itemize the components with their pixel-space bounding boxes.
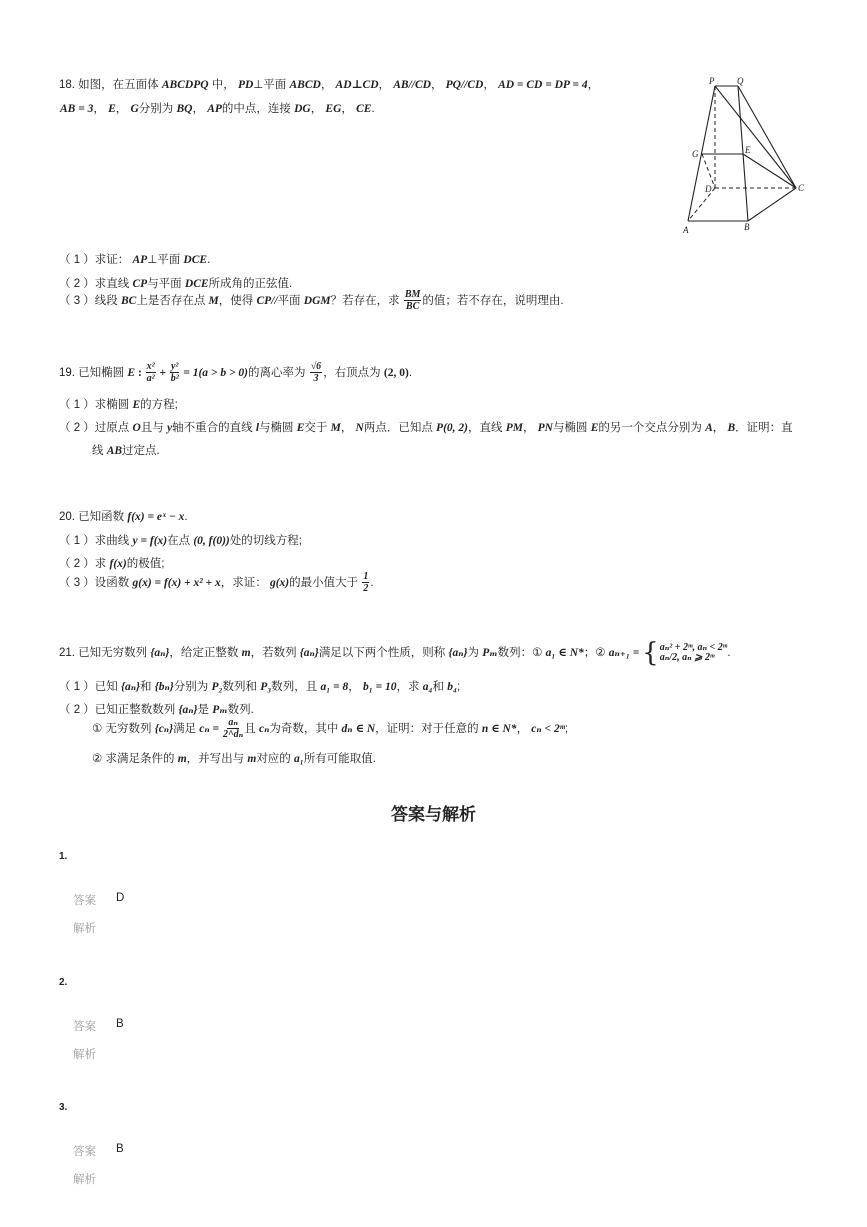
q18-line2: AB = 3， E， G分别为 BQ， AP的中点，连接 DG， EG， CE. bbox=[60, 103, 375, 115]
piecewise-cases: aₙ² + 2ᵐ, aₙ < 2ᵐ aₙ/2, aₙ ⩾ 2ᵐ bbox=[659, 641, 728, 663]
label-D: D bbox=[705, 184, 712, 194]
q20-part3: （ 3 ）设函数 g(x) = f(x) + x² + x，求证： g(x)的最小值大于 $\frac{1}{2}$ . bbox=[59, 571, 374, 594]
answer-2-value: B bbox=[116, 1018, 124, 1030]
edge-EC bbox=[743, 154, 796, 188]
bm-over-bc-fraction: $\frac{BM}{BC}$ bbox=[404, 289, 421, 312]
q18-part1: （ 1 ）求证： AP⊥平面 DCE. bbox=[59, 254, 211, 266]
edge-QC bbox=[738, 86, 796, 188]
label-A: A bbox=[683, 225, 689, 235]
q18-part2: （ 2 ）求直线 CP与平面 DCE所成角的正弦值. bbox=[59, 278, 293, 290]
q19-stem: 19. 已知椭圆 E : $\frac{\text{x²}}{\text{a²}}$ + $\frac{\text{y²}}{\text{b²}}$ = 1(a > b > 0)的离心率为 $\frac{√6}{3}$ ，右顶点为 (2, 0). bbox=[59, 361, 413, 384]
answer-1-value: D bbox=[116, 892, 125, 904]
q19-part2-cont: 线 AB过定点. bbox=[92, 445, 160, 457]
edge-GD bbox=[702, 154, 715, 188]
q21-part1: （ 1 ）已知 {aₙ}和 {bₙ}分别为 P₂数列和 P₃数列，且 a₁ = 8， b₁ = 10，求 a₄和 b₄; bbox=[59, 681, 461, 693]
label-B: B bbox=[744, 222, 750, 232]
an-over-2dn-fraction: $\frac{\text{aₙ}}{\text{2\textasciicircum{}dₙ}}$ bbox=[222, 717, 244, 740]
analysis-1-label: 解析 bbox=[73, 923, 96, 935]
q19-part1: （ 1 ）求椭圆 E的方程; bbox=[59, 399, 178, 411]
q21-sub1: ① 无穷数列 {cₙ}满足 cₙ = $\frac{\text{aₙ}}{\text{2\textasciicircum{}dₙ}}$ 且 cₙ为奇数，其中 dₙ ∈ N，证明：对于任意的 n ∈ N*， cₙ < 2ᵐ; bbox=[92, 717, 569, 740]
label-P: P bbox=[709, 76, 715, 86]
label-G: G bbox=[692, 149, 699, 159]
q18-part3: （ 3 ）线段 BC上是否存在点 M，使得 CP//平面 DGM？若存在，求 $\frac{BM}{BC}$ 的值；若不存在，说明理由. bbox=[59, 289, 564, 312]
edge-PC bbox=[715, 86, 796, 188]
q21-part2: （ 2 ）已知正整数数列 {aₙ}是 Pₘ数列. bbox=[59, 704, 254, 716]
y2-over-b2: $\frac{\text{y²}}{\text{b²}}$ bbox=[170, 361, 179, 384]
answer-3-label: 答案 bbox=[73, 1146, 96, 1158]
answers-section-title: 答案与解析 bbox=[391, 805, 476, 824]
answer-3-number: 3. bbox=[59, 1102, 68, 1113]
x2-over-a2: $\frac{\text{x²}}{\text{a²}}$ bbox=[146, 361, 155, 384]
answer-2-label: 答案 bbox=[73, 1021, 96, 1033]
label-E: E bbox=[745, 145, 751, 155]
label-C: C bbox=[798, 183, 805, 193]
answer-1-number: 1. bbox=[59, 851, 68, 862]
answer-3-value: B bbox=[116, 1143, 124, 1155]
edge-BC bbox=[748, 188, 796, 221]
pentahedron-figure bbox=[676, 74, 816, 239]
piecewise-brace: { bbox=[642, 638, 659, 668]
q18-line1: 18. 如图，在五面体 ABCDPQ 中， PD⊥平面 ABCD， AD⊥CD， AB//CD， PQ//CD， AD = CD = DP = 4， bbox=[59, 79, 600, 91]
q20-part1: （ 1 ）求曲线 y = f(x)在点 (0, f(0))处的切线方程; bbox=[59, 535, 302, 547]
analysis-2-label: 解析 bbox=[73, 1049, 96, 1061]
q21-sub2: ② 求满足条件的 m，并写出与 m对应的 a₁所有可能取值. bbox=[92, 753, 376, 765]
answer-2-number: 2. bbox=[59, 977, 68, 988]
label-Q: Q bbox=[737, 76, 744, 86]
one-half-fraction: $\frac{1}{2}$ bbox=[363, 571, 369, 594]
analysis-3-label: 解析 bbox=[73, 1174, 96, 1186]
q20-part2: （ 2 ）求 f(x)的极值; bbox=[59, 558, 165, 570]
q21-stem: 21. 已知无穷数列 {aₙ}，给定正整数 m，若数列 {aₙ}满足以下两个性质，则称 {aₙ}为 Pₘ数列：① a₁ ∈ N*；② aₙ₊₁ = { aₙ² + 2ᵐ, aₙ < 2ᵐ aₙ/2, aₙ ⩾ 2ᵐ . bbox=[59, 638, 731, 668]
q19-part2: （ 2 ）过原点 O且与 y轴不重合的直线 l与椭圆 E交于 M， N两点．已知点 P(0, 2)，直线 PM， PN与椭圆 E的另一个交点分别为 A， B．证明：直 bbox=[59, 422, 793, 434]
q20-stem: 20. 已知函数 f(x) = eˣ − x. bbox=[59, 511, 188, 523]
sqrt6-over-3: $\frac{√6}{3}$ bbox=[310, 361, 322, 384]
answer-1-label: 答案 bbox=[73, 895, 96, 907]
